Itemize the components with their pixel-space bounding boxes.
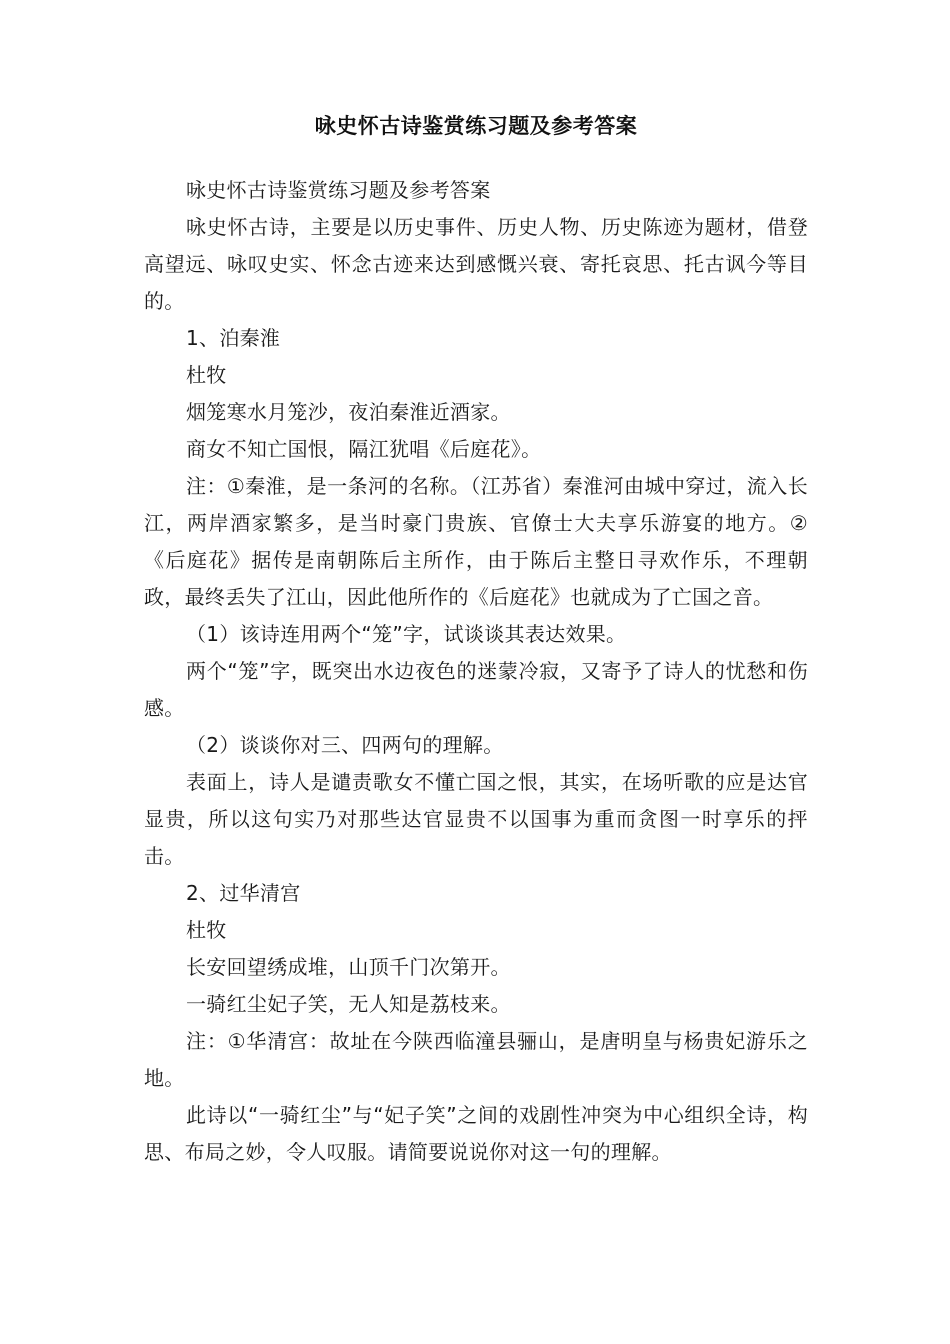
paragraph-intro: 咏史怀古诗，主要是以历史事件、历史人物、历史陈迹为题材，借登高望远、咏叹史实、怀念古迹来达到感慨兴衰、寄托哀思、托古讽今等目的。 xyxy=(144,215,808,313)
poem-2-heading: 2、过华清宫 xyxy=(186,881,301,905)
poem-1-notes: 注：①秦淮，是一条河的名称。（江苏省）秦淮河由城中穿过，流入长江，两岸酒家繁多，是当时豪门贵族、官僚士大夫享乐游宴的地方。②《后庭花》据传是南朝陈后主所作，由于陈后主整日寻欢作乐，不理朝政，最终丢失了江山，因此他所作的《后庭花》也就成为了亡国之音。 xyxy=(144,474,808,609)
document-body xyxy=(144,172,808,1171)
document-title: 咏史怀古诗鉴赏练习题及参考答案 xyxy=(314,114,638,138)
poem-1-line-2: 商女不知亡国恨，隔江犹唱《后庭花》。 xyxy=(186,437,542,461)
poem-2-author: 杜牧 xyxy=(186,918,227,942)
poem-1-line-1: 烟笼寒水月笼沙，夜泊秦淮近酒家。 xyxy=(186,400,511,424)
poem-1-heading: 1、泊秦淮 xyxy=(186,326,281,350)
poem-2-question: 此诗以“一骑红尘”与“妃子笑”之间的戏剧性冲突为中心组织全诗，构思、布局之妙，令人叹服。请简要说说你对这一句的理解。 xyxy=(144,1103,808,1164)
paragraph-subtitle: 咏史怀古诗鉴赏练习题及参考答案 xyxy=(186,178,491,202)
poem-1-answer-1: 两个“笼”字，既突出水边夜色的迷蒙冷寂，又寄予了诗人的忧愁和伤感。 xyxy=(144,659,808,720)
poem-1-author: 杜牧 xyxy=(186,363,227,387)
poem-1-question-2: （2）谈谈你对三、四两句的理解。 xyxy=(186,733,504,757)
poem-2-line-1: 长安回望绣成堆，山顶千门次第开。 xyxy=(186,955,511,979)
poem-2-line-2: 一骑红尘妃子笑，无人知是荔枝来。 xyxy=(186,992,511,1016)
poem-2-notes: 注：①华清宫：故址在今陕西临潼县骊山，是唐明皇与杨贵妃游乐之地。 xyxy=(144,1029,808,1090)
poem-1-answer-2: 表面上，诗人是谴责歌女不懂亡国之恨，其实，在场听歌的应是达官显贵，所以这句实乃对那些达官显贵不以国事为重而贪图一时享乐的抨击。 xyxy=(144,770,808,868)
poem-1-question-1: （1）该诗连用两个“笼”字，试谈谈其表达效果。 xyxy=(186,622,627,646)
